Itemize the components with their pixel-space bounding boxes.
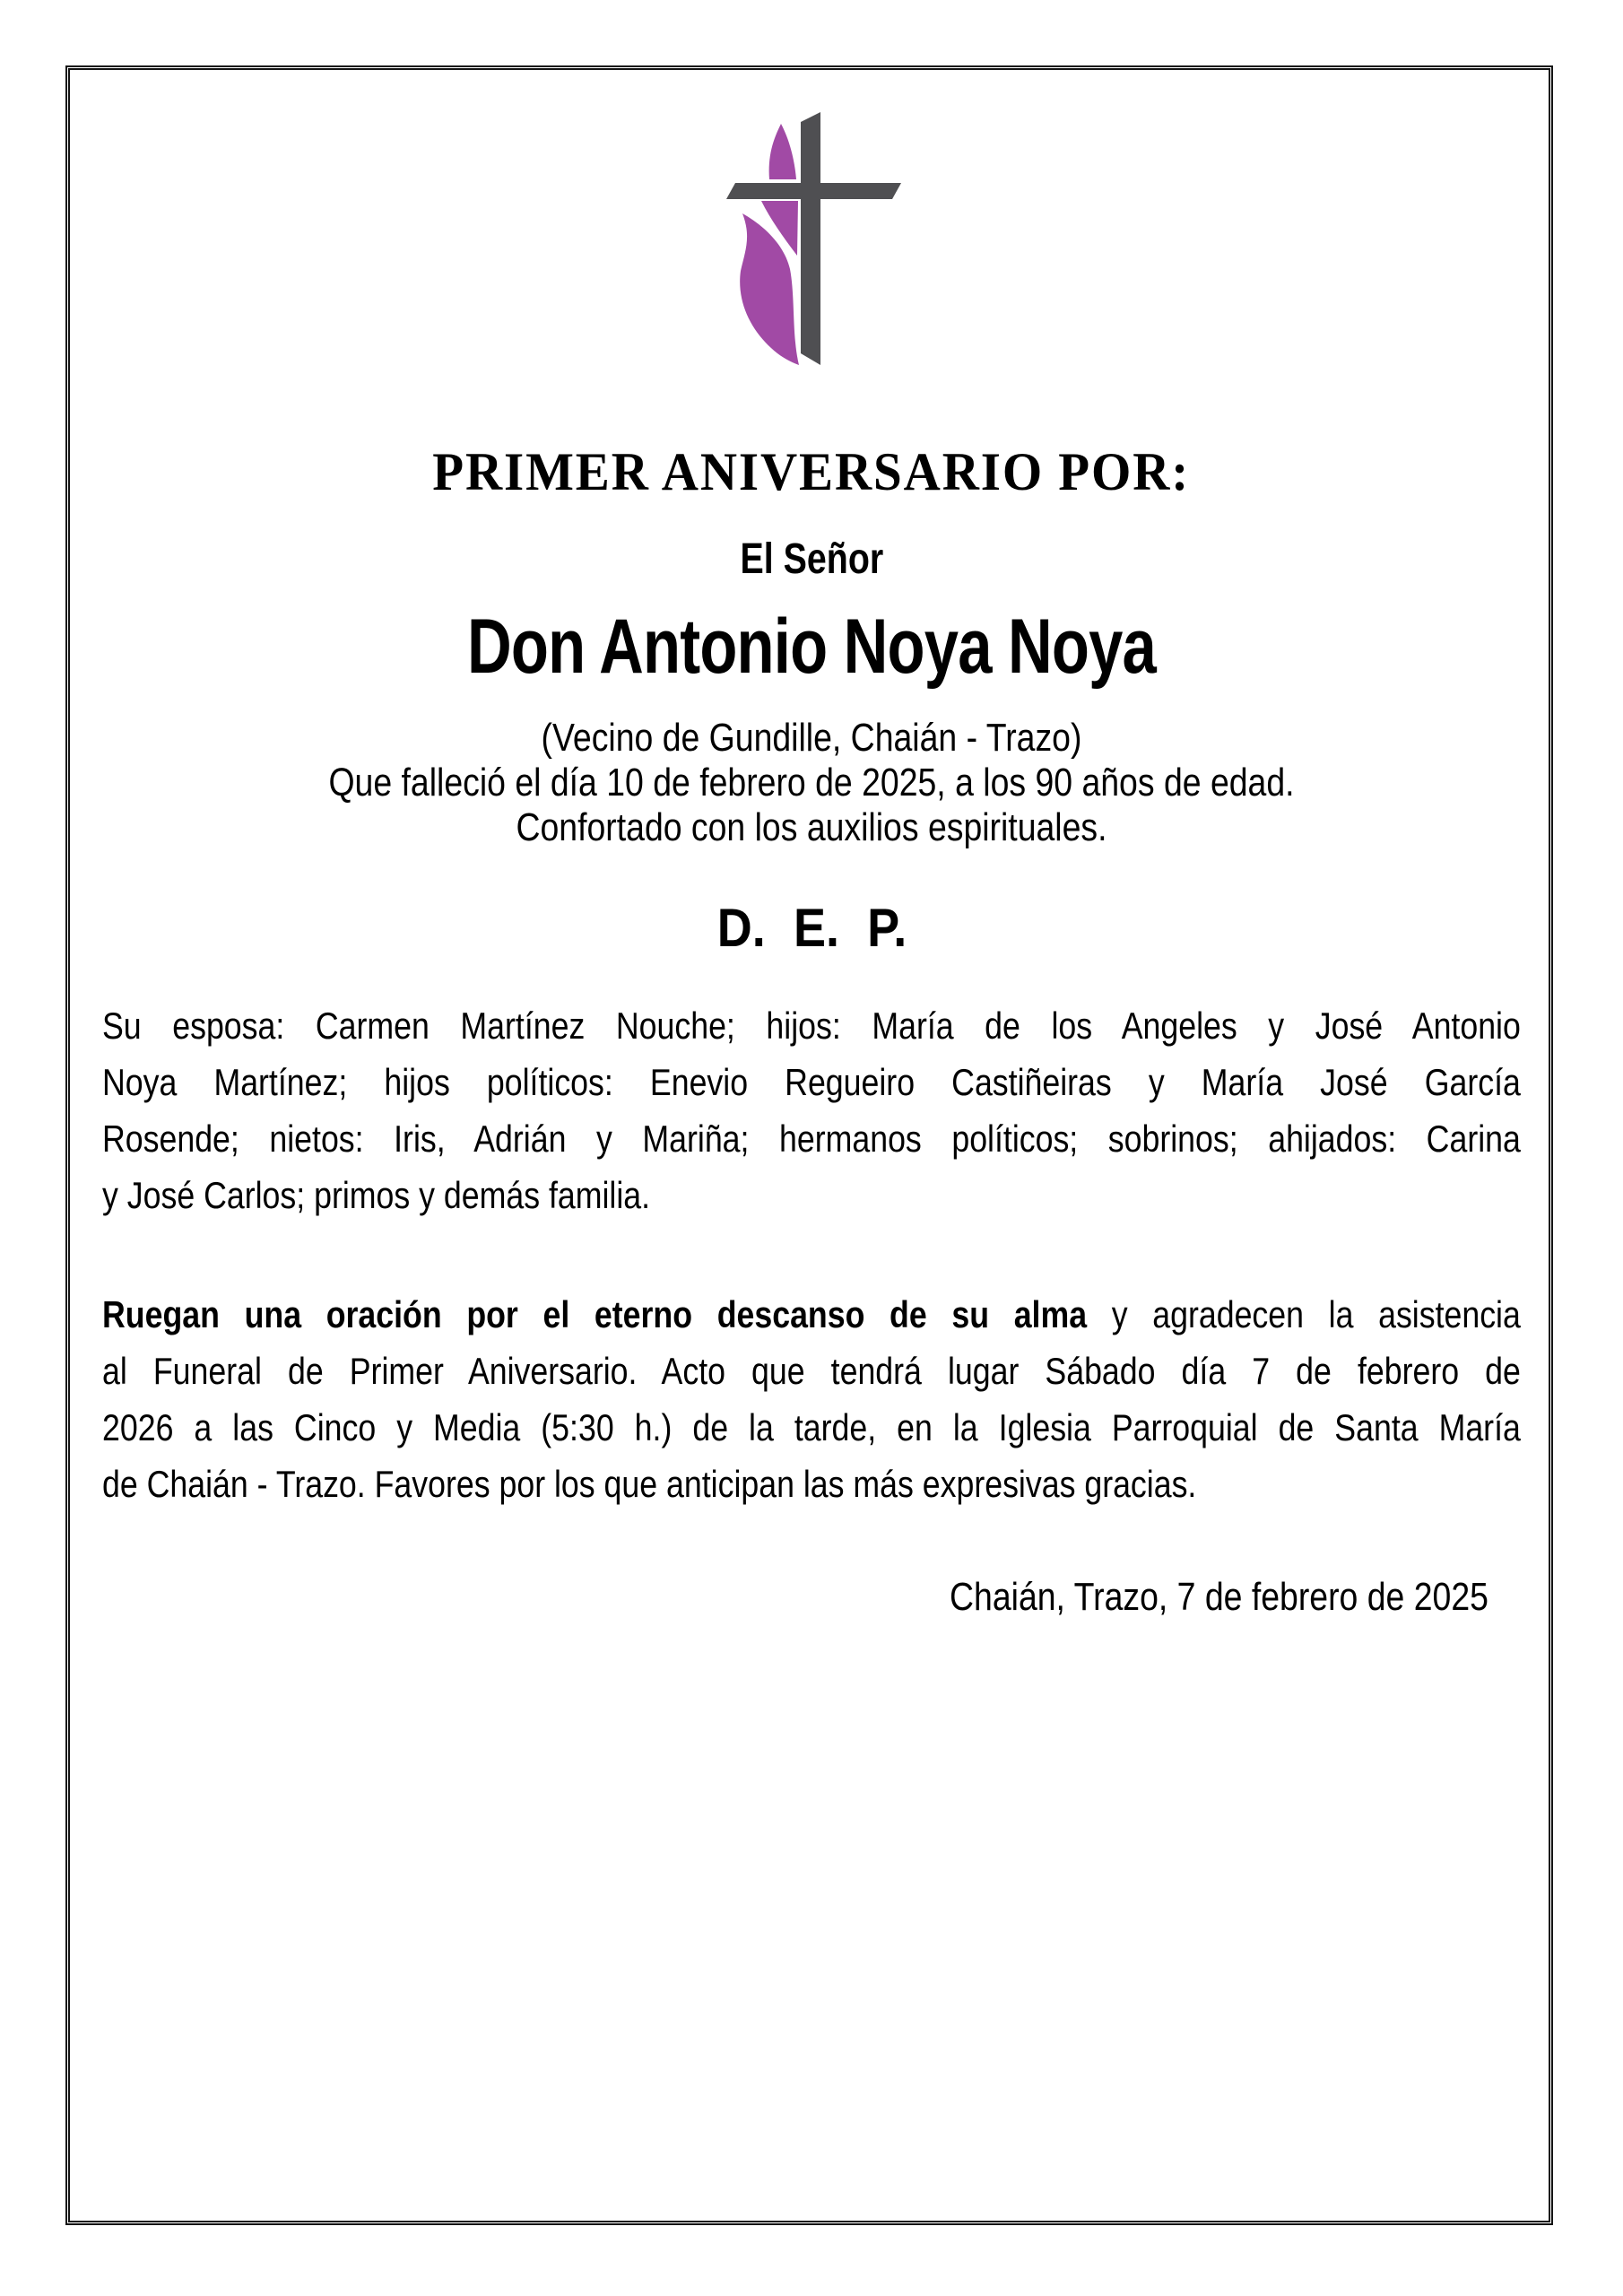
death-notice-line: Que falleció el día 10 de febrero de 2025, a los 90 años de edad. (328, 761, 1295, 804)
invitation-line: al Funeral de Primer Aniversario. Acto que tendrá lugar Sábado día 7 de febrero de (102, 1350, 1521, 1392)
closing-dateline (102, 1575, 1488, 1620)
honorific-text: El Señor (740, 535, 883, 583)
anniversary-title-text: PRIMER ANIVERSARIO POR: (432, 442, 1191, 501)
residence-line: (Vecino de Gundille, Chaián - Trazo) (541, 716, 1082, 760)
family-paragraph (102, 997, 1521, 1223)
prayer-request-bold-text: Ruegan una oración por el eterno descanso de su alma (102, 1293, 1088, 1335)
rip-abbreviation (0, 897, 1623, 959)
invitation-line (102, 1286, 1521, 1343)
deceased-name (0, 603, 1623, 691)
anniversary-title (0, 441, 1623, 503)
family-line: Su esposa: Carmen Martínez Nouche; hijos: María de los Angeles y José Antonio (102, 1004, 1521, 1047)
family-line: Noya Martínez; hijos políticos: Enevio Regueiro Castiñeiras y María José García (102, 1061, 1521, 1103)
invitation-paragraph (102, 1286, 1521, 1512)
invitation-line: de Chaián - Trazo. Favores por los que anticipan las más expresivas gracias. (102, 1463, 1197, 1505)
family-line: y José Carlos; primos y demás familia. (102, 1174, 651, 1216)
cross-and-flame-icon (0, 109, 1623, 374)
honorific-line (0, 535, 1623, 584)
deceased-name-text: Don Antonio Noya Noya (466, 604, 1157, 690)
comfort-line: Confortado con los auxilios espirituales. (516, 805, 1107, 849)
invitation-line1-rest: y agradecen la asistencia (1087, 1293, 1521, 1335)
closing-dateline-text: Chaián, Trazo, 7 de febrero de 2025 (950, 1575, 1488, 1619)
invitation-line: 2026 a las Cinco y Media (5:30 h.) de la tarde, en la Iglesia Parroquial de Santa María (102, 1406, 1521, 1448)
family-line: Rosende; nietos: Iris, Adrián y Mariña; hermanos políticos; sobrinos; ahijados: Carina (102, 1118, 1521, 1160)
deceased-details (0, 716, 1623, 850)
rip-text: D. E. P. (716, 898, 907, 958)
